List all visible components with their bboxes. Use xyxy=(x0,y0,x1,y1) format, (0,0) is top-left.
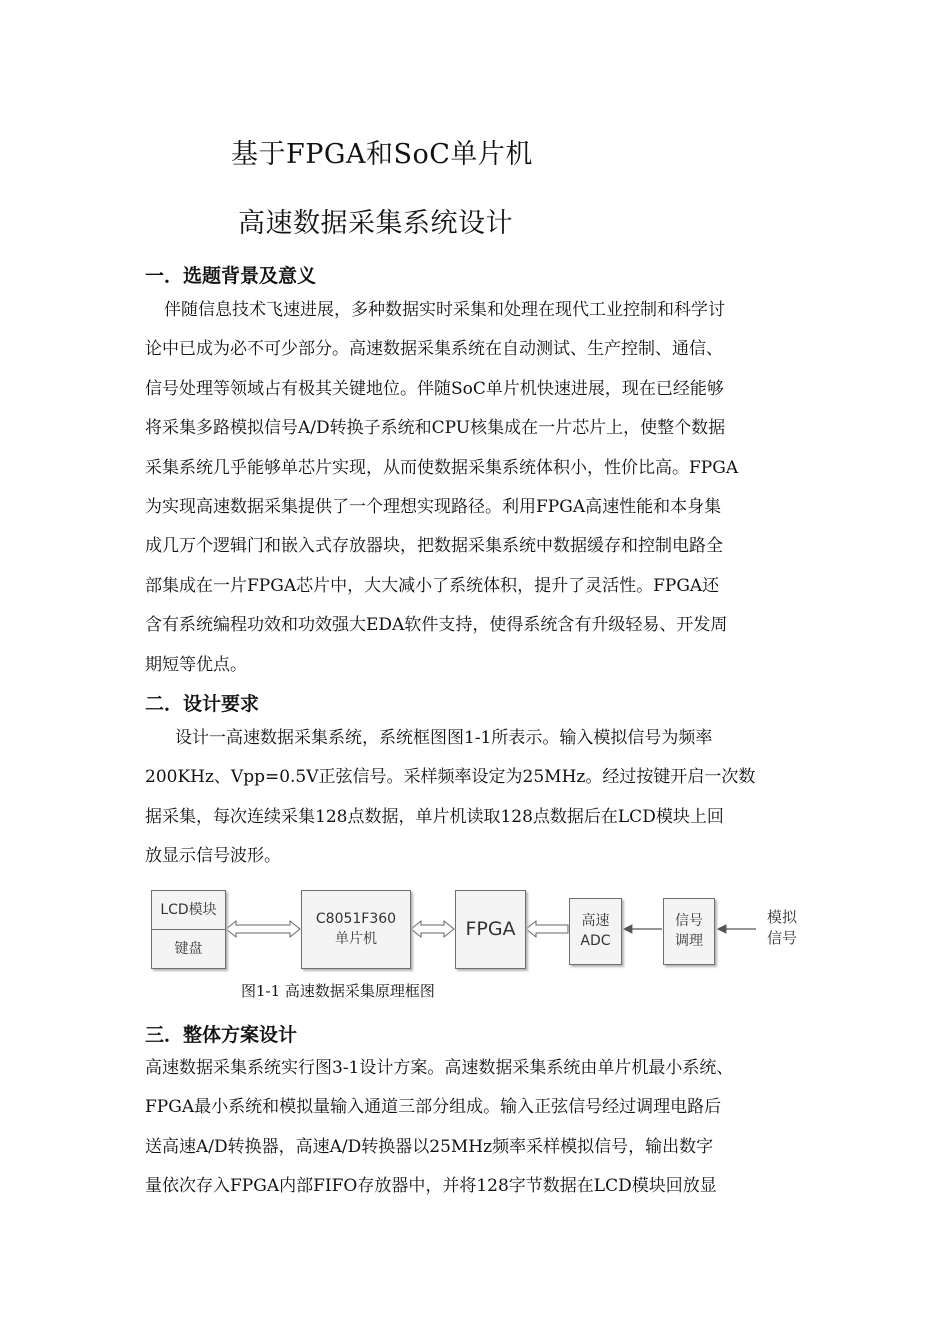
paragraph-background xyxy=(145,291,810,685)
document-title-line-2: 高速数据采集系统设计 xyxy=(238,208,513,239)
paragraph-line: 将采集多路模拟信号A/D转换子系统和CPU核集成在一片芯片上，使整个数据 xyxy=(145,418,726,439)
paragraph-line: 据采集，每次连续采集128点数据，单片机读取128点数据后在LCD模块上回 xyxy=(145,806,724,827)
section-heading-requirements: 二．设计要求 xyxy=(145,693,260,715)
paragraph-line: 200KHz、Vpp=0.5V正弦信号。采样频率设定为25MHz。经过按键开启一次数 xyxy=(145,767,756,788)
paragraph-line: 期短等优点。 xyxy=(145,654,247,675)
paragraph-line: 放显示信号波形。 xyxy=(145,846,281,867)
paragraph-line: FPGA最小系统和模拟量输入通道三部分组成。输入正弦信号经过调理电路后 xyxy=(145,1097,722,1118)
paragraph-line: 设计一高速数据采集系统，系统框图图1-1所表示。输入模拟信号为频率 xyxy=(175,728,713,748)
paragraph-requirements xyxy=(145,719,810,877)
paragraph-line: 成几万个逻辑门和嵌入式存放器块，把数据采集系统中数据缓存和控制电路全 xyxy=(145,536,723,557)
signal-conditioning-block xyxy=(663,898,715,965)
double-arrow-lcd-mcu xyxy=(226,921,300,937)
paragraph-line: 采集系统几乎能够单芯片实现，从而使数据采集系统体积小，性价比高。FPGA xyxy=(145,457,739,478)
paragraph-line: 论中已成为必不可少部分。高速数据采集系统在自动测试、生产控制、通信、 xyxy=(145,339,723,360)
analog-input-label xyxy=(762,907,802,949)
fpga-block xyxy=(455,890,526,969)
paragraph-line: 部集成在一片FPGA芯片中，大大减小了系统体积，提升了灵活性。FPGA还 xyxy=(145,575,720,596)
adc-label: ADC xyxy=(580,933,611,949)
fpga-label: FPGA xyxy=(465,918,516,940)
paragraph-line: 高速数据采集系统实行图3-1设计方案。高速数据采集系统由单片机最小系统、 xyxy=(145,1058,734,1078)
adc-block xyxy=(569,898,622,965)
lcd-keyboard-block xyxy=(151,890,226,969)
double-arrow-mcu-fpga xyxy=(411,921,454,937)
analog-input-line-2: 信号 xyxy=(766,929,797,947)
conditioning-label-2: 调理 xyxy=(675,933,703,949)
conditioning-label-1: 信号 xyxy=(675,913,703,929)
block-diagram xyxy=(148,885,808,975)
paragraph-line: 为实现高速数据采集提供了一个理想实现路径。利用FPGA高速性能和本身集 xyxy=(145,497,722,518)
arrow-adc-to-fpga xyxy=(526,921,568,937)
document-title-line-1: 基于FPGA和SoC单片机 xyxy=(231,139,533,170)
paragraph-line: 伴随信息技术飞速进展，多种数据实时采集和处理在现代工业控制和科学讨 xyxy=(164,300,725,320)
paragraph-line: 量依次存入FPGA内部FIFO存放器中，并将128字节数据在LCD模块回放显 xyxy=(145,1176,717,1197)
section-heading-overall-design: 三．整体方案设计 xyxy=(145,1024,298,1046)
analog-input-line-1: 模拟 xyxy=(766,908,797,926)
paragraph-line: 信号处理等领域占有极其关键地位。伴随SoC单片机快速进展，现在已经能够 xyxy=(145,378,724,399)
figure-caption: 图1-1 高速数据采集原理框图 xyxy=(241,982,435,1000)
paragraph-line: 送高速A/D转换器，高速A/D转换器以25MHz频率采样模拟信号，输出数字 xyxy=(145,1136,714,1157)
paragraph-line: 含有系统编程功效和功效强大EDA软件支持，使得系统含有升级轻易、开发周 xyxy=(145,615,728,636)
paragraph-overall-design xyxy=(145,1049,810,1207)
keyboard-label: 键盘 xyxy=(174,941,203,957)
mcu-label: 单片机 xyxy=(335,931,377,947)
mcu-block xyxy=(301,890,411,969)
mcu-model-label: C8051F360 xyxy=(315,911,397,927)
adc-speed-label: 高速 xyxy=(581,913,610,929)
section-heading-background: 一．选题背景及意义 xyxy=(145,265,317,287)
lcd-module-label: LCD模块 xyxy=(152,891,225,930)
